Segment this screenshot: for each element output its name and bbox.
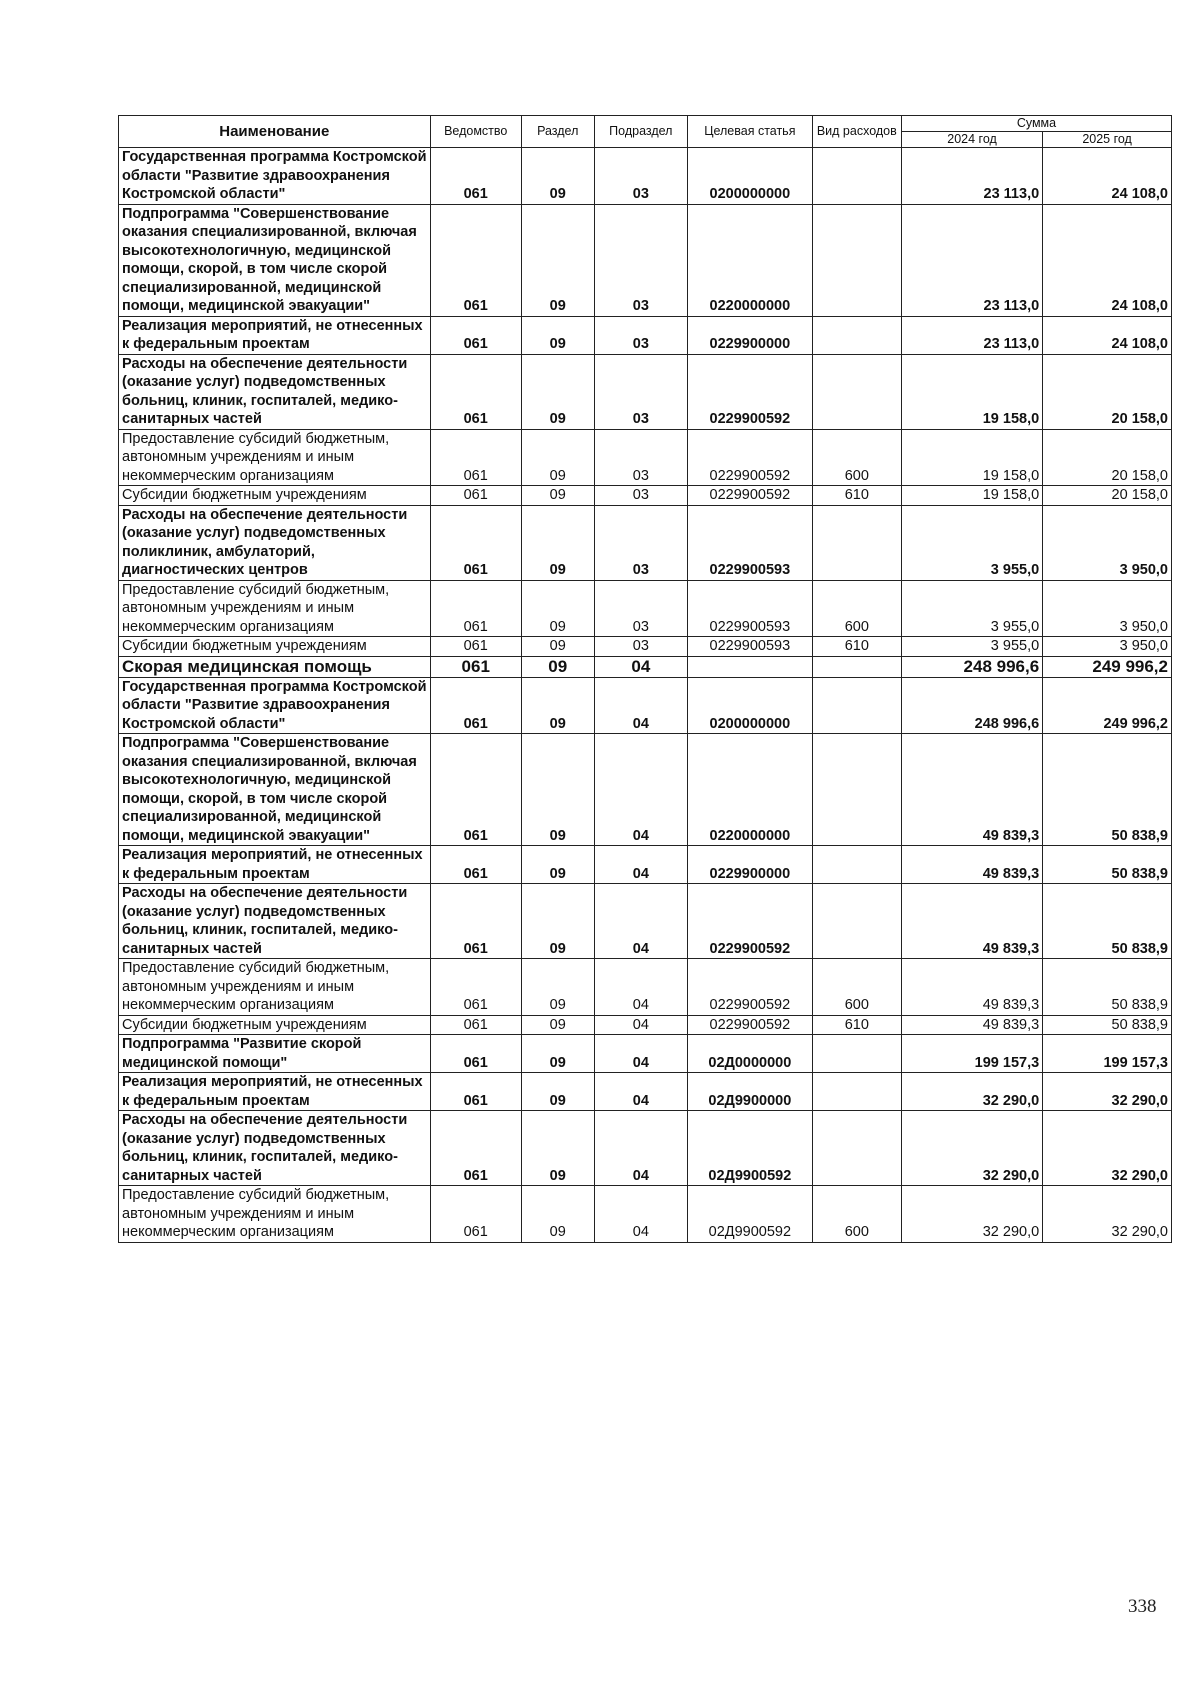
table-row — [119, 429, 1172, 486]
cell-expense-type: 600 — [812, 1186, 901, 1243]
cell-department: 061 — [430, 505, 521, 580]
cell-subsection: 03 — [594, 429, 687, 486]
cell-section: 09 — [521, 316, 594, 354]
cell-sum-2025: 50 838,9 — [1043, 1015, 1172, 1035]
cell-sum-2025: 32 290,0 — [1043, 1111, 1172, 1186]
cell-department: 061 — [430, 1073, 521, 1111]
cell-sum-2025: 249 996,2 — [1043, 656, 1172, 677]
cell-expense-type — [812, 354, 901, 429]
cell-section: 09 — [521, 354, 594, 429]
cell-subsection: 03 — [594, 637, 687, 657]
cell-sum-2024: 32 290,0 — [901, 1073, 1042, 1111]
cell-expense-type: 600 — [812, 580, 901, 637]
cell-sum-2024: 49 839,3 — [901, 1015, 1042, 1035]
cell-subsection: 03 — [594, 148, 687, 205]
cell-section: 09 — [521, 637, 594, 657]
header-year-2024: 2024 год — [901, 132, 1042, 148]
cell-sum-2025: 3 950,0 — [1043, 637, 1172, 657]
cell-target-article: 0229900592 — [688, 429, 813, 486]
cell-target-article: 0229900593 — [688, 637, 813, 657]
cell-subsection: 03 — [594, 486, 687, 506]
cell-department: 061 — [430, 959, 521, 1016]
cell-name: Реализация мероприятий, не отнесенных к федеральным проектам — [119, 316, 431, 354]
cell-sum-2025: 50 838,9 — [1043, 959, 1172, 1016]
cell-sum-2024: 199 157,3 — [901, 1035, 1042, 1073]
cell-name: Реализация мероприятий, не отнесенных к федеральным проектам — [119, 846, 431, 884]
cell-expense-type — [812, 1035, 901, 1073]
cell-section: 09 — [521, 1035, 594, 1073]
cell-name: Предоставление субсидий бюджетным, автономным учреждениям и иным некоммерческим организациям — [119, 1186, 431, 1243]
table-body — [119, 148, 1172, 1243]
cell-expense-type — [812, 148, 901, 205]
cell-section: 09 — [521, 148, 594, 205]
cell-section: 09 — [521, 677, 594, 734]
cell-sum-2024: 19 158,0 — [901, 429, 1042, 486]
cell-name: Субсидии бюджетным учреждениям — [119, 637, 431, 657]
table-row — [119, 884, 1172, 959]
cell-sum-2024: 23 113,0 — [901, 316, 1042, 354]
table-row — [119, 637, 1172, 657]
cell-name: Расходы на обеспечение деятельности (оказание услуг) подведомственных больниц, клиник, госпиталей, медико-санитарных частей — [119, 354, 431, 429]
cell-department: 061 — [430, 429, 521, 486]
table-row — [119, 1073, 1172, 1111]
cell-department: 061 — [430, 1186, 521, 1243]
header-section: Раздел — [521, 116, 594, 148]
cell-sum-2024: 23 113,0 — [901, 148, 1042, 205]
cell-department: 061 — [430, 846, 521, 884]
cell-subsection: 04 — [594, 1111, 687, 1186]
cell-sum-2025: 20 158,0 — [1043, 486, 1172, 506]
cell-sum-2025: 32 290,0 — [1043, 1186, 1172, 1243]
cell-sum-2024: 23 113,0 — [901, 204, 1042, 316]
cell-department: 061 — [430, 637, 521, 657]
cell-department: 061 — [430, 1111, 521, 1186]
cell-subsection: 04 — [594, 1015, 687, 1035]
cell-sum-2025: 20 158,0 — [1043, 429, 1172, 486]
cell-expense-type — [812, 1073, 901, 1111]
cell-name: Подпрограмма "Совершенствование оказания специализированной, включая высокотехнологичную, медицинской помощи, скорой, в том числе скорой специализированной, медицинской помощи, медицинской эвакуации" — [119, 204, 431, 316]
cell-sum-2025: 50 838,9 — [1043, 734, 1172, 846]
cell-subsection: 04 — [594, 1073, 687, 1111]
page-number: 338 — [1128, 1596, 1157, 1617]
table-row — [119, 505, 1172, 580]
cell-expense-type — [812, 1111, 901, 1186]
cell-name: Государственная программа Костромской области "Развитие здравоохранения Костромской области" — [119, 148, 431, 205]
cell-target-article: 0229900592 — [688, 959, 813, 1016]
budget-table — [118, 115, 1172, 1243]
cell-section: 09 — [521, 734, 594, 846]
header-year-2025: 2025 год — [1043, 132, 1172, 148]
cell-sum-2025: 50 838,9 — [1043, 846, 1172, 884]
cell-target-article: 0200000000 — [688, 148, 813, 205]
table-row — [119, 316, 1172, 354]
cell-section: 09 — [521, 1073, 594, 1111]
cell-sum-2024: 49 839,3 — [901, 734, 1042, 846]
table-row — [119, 1186, 1172, 1243]
cell-name: Государственная программа Костромской области "Развитие здравоохранения Костромской области" — [119, 677, 431, 734]
cell-sum-2025: 249 996,2 — [1043, 677, 1172, 734]
cell-expense-type — [812, 656, 901, 677]
cell-section: 09 — [521, 486, 594, 506]
cell-section: 09 — [521, 505, 594, 580]
table-row — [119, 580, 1172, 637]
cell-expense-type — [812, 316, 901, 354]
cell-section: 09 — [521, 429, 594, 486]
cell-department: 061 — [430, 1015, 521, 1035]
cell-section: 09 — [521, 1015, 594, 1035]
table-row — [119, 148, 1172, 205]
cell-expense-type — [812, 884, 901, 959]
cell-subsection: 03 — [594, 505, 687, 580]
cell-name: Расходы на обеспечение деятельности (оказание услуг) подведомственных больниц, клиник, госпиталей, медико-санитарных частей — [119, 884, 431, 959]
cell-subsection: 04 — [594, 734, 687, 846]
cell-subsection: 04 — [594, 1035, 687, 1073]
cell-expense-type: 610 — [812, 637, 901, 657]
cell-target-article: 0229900592 — [688, 1015, 813, 1035]
cell-target-article: 0229900000 — [688, 846, 813, 884]
cell-department: 061 — [430, 677, 521, 734]
cell-target-article: 0229900000 — [688, 316, 813, 354]
cell-name: Подпрограмма "Развитие скорой медицинской помощи" — [119, 1035, 431, 1073]
cell-section: 09 — [521, 656, 594, 677]
cell-target-article: 02Д0000000 — [688, 1035, 813, 1073]
table-header — [119, 116, 1172, 148]
table-row — [119, 486, 1172, 506]
cell-department: 061 — [430, 884, 521, 959]
cell-expense-type: 610 — [812, 486, 901, 506]
cell-section: 09 — [521, 1186, 594, 1243]
cell-name: Скорая медицинская помощь — [119, 656, 431, 677]
cell-sum-2024: 32 290,0 — [901, 1111, 1042, 1186]
table-row — [119, 734, 1172, 846]
cell-expense-type: 600 — [812, 429, 901, 486]
cell-section: 09 — [521, 846, 594, 884]
cell-name: Расходы на обеспечение деятельности (оказание услуг) подведомственных поликлиник, амбулаторий, диагностических центров — [119, 505, 431, 580]
cell-sum-2025: 3 950,0 — [1043, 580, 1172, 637]
cell-target-article: 0220000000 — [688, 204, 813, 316]
cell-sum-2025: 32 290,0 — [1043, 1073, 1172, 1111]
cell-section: 09 — [521, 959, 594, 1016]
header-subsection: Подраздел — [594, 116, 687, 148]
cell-department: 061 — [430, 1035, 521, 1073]
cell-expense-type: 610 — [812, 1015, 901, 1035]
cell-target-article: 0229900592 — [688, 354, 813, 429]
cell-sum-2024: 49 839,3 — [901, 884, 1042, 959]
cell-expense-type: 600 — [812, 959, 901, 1016]
cell-expense-type — [812, 505, 901, 580]
cell-name: Субсидии бюджетным учреждениям — [119, 1015, 431, 1035]
cell-sum-2025: 24 108,0 — [1043, 148, 1172, 205]
cell-name: Подпрограмма "Совершенствование оказания специализированной, включая высокотехнологичную, медицинской помощи, скорой, в том числе скорой специализированной, медицинской помощи, медицинской эвакуации" — [119, 734, 431, 846]
cell-sum-2025: 24 108,0 — [1043, 316, 1172, 354]
cell-sum-2024: 19 158,0 — [901, 354, 1042, 429]
cell-expense-type — [812, 677, 901, 734]
cell-target-article: 0220000000 — [688, 734, 813, 846]
table-row — [119, 677, 1172, 734]
cell-name: Предоставление субсидий бюджетным, автономным учреждениям и иным некоммерческим организациям — [119, 959, 431, 1016]
cell-department: 061 — [430, 316, 521, 354]
cell-expense-type — [812, 846, 901, 884]
cell-subsection: 04 — [594, 846, 687, 884]
cell-sum-2025: 3 950,0 — [1043, 505, 1172, 580]
cell-target-article: 0229900592 — [688, 884, 813, 959]
table-row — [119, 354, 1172, 429]
header-name: Наименование — [119, 116, 431, 148]
cell-subsection: 03 — [594, 354, 687, 429]
cell-subsection: 03 — [594, 204, 687, 316]
table-row — [119, 204, 1172, 316]
cell-target-article: 0200000000 — [688, 677, 813, 734]
cell-sum-2024: 32 290,0 — [901, 1186, 1042, 1243]
cell-target-article: 02Д9900592 — [688, 1111, 813, 1186]
cell-subsection: 04 — [594, 959, 687, 1016]
cell-target-article: 0229900593 — [688, 505, 813, 580]
cell-sum-2025: 24 108,0 — [1043, 204, 1172, 316]
cell-sum-2024: 248 996,6 — [901, 677, 1042, 734]
table-row — [119, 1111, 1172, 1186]
cell-target-article: 0229900593 — [688, 580, 813, 637]
cell-subsection: 03 — [594, 580, 687, 637]
table-row — [119, 1035, 1172, 1073]
cell-sum-2024: 49 839,3 — [901, 959, 1042, 1016]
cell-subsection: 04 — [594, 884, 687, 959]
header-expense-type: Вид расходов — [812, 116, 901, 148]
cell-name: Расходы на обеспечение деятельности (оказание услуг) подведомственных больниц, клиник, госпиталей, медико-санитарных частей — [119, 1111, 431, 1186]
cell-subsection: 04 — [594, 656, 687, 677]
cell-sum-2024: 3 955,0 — [901, 505, 1042, 580]
cell-sum-2024: 3 955,0 — [901, 580, 1042, 637]
cell-name: Предоставление субсидий бюджетным, автономным учреждениям и иным некоммерческим организациям — [119, 580, 431, 637]
header-sum: Сумма — [901, 116, 1171, 132]
cell-sum-2025: 50 838,9 — [1043, 884, 1172, 959]
cell-expense-type — [812, 734, 901, 846]
cell-subsection: 04 — [594, 1186, 687, 1243]
cell-department: 061 — [430, 656, 521, 677]
cell-sum-2024: 248 996,6 — [901, 656, 1042, 677]
cell-sum-2024: 3 955,0 — [901, 637, 1042, 657]
table-row — [119, 846, 1172, 884]
header-department: Ведомство — [430, 116, 521, 148]
cell-target-article: 0229900592 — [688, 486, 813, 506]
cell-section: 09 — [521, 580, 594, 637]
cell-department: 061 — [430, 354, 521, 429]
cell-department: 061 — [430, 486, 521, 506]
cell-department: 061 — [430, 734, 521, 846]
table-row — [119, 959, 1172, 1016]
cell-subsection: 03 — [594, 316, 687, 354]
cell-section: 09 — [521, 1111, 594, 1186]
header-target-article: Целевая статья — [688, 116, 813, 148]
cell-target-article — [688, 656, 813, 677]
cell-section: 09 — [521, 204, 594, 316]
cell-subsection: 04 — [594, 677, 687, 734]
cell-department: 061 — [430, 204, 521, 316]
cell-name: Предоставление субсидий бюджетным, автономным учреждениям и иным некоммерческим организациям — [119, 429, 431, 486]
cell-department: 061 — [430, 580, 521, 637]
cell-sum-2024: 19 158,0 — [901, 486, 1042, 506]
cell-department: 061 — [430, 148, 521, 205]
cell-target-article: 02Д9900000 — [688, 1073, 813, 1111]
cell-name: Субсидии бюджетным учреждениям — [119, 486, 431, 506]
cell-sum-2024: 49 839,3 — [901, 846, 1042, 884]
cell-section: 09 — [521, 884, 594, 959]
table-row — [119, 656, 1172, 677]
table-row — [119, 1015, 1172, 1035]
cell-name: Реализация мероприятий, не отнесенных к федеральным проектам — [119, 1073, 431, 1111]
cell-sum-2025: 20 158,0 — [1043, 354, 1172, 429]
cell-target-article: 02Д9900592 — [688, 1186, 813, 1243]
cell-expense-type — [812, 204, 901, 316]
cell-sum-2025: 199 157,3 — [1043, 1035, 1172, 1073]
